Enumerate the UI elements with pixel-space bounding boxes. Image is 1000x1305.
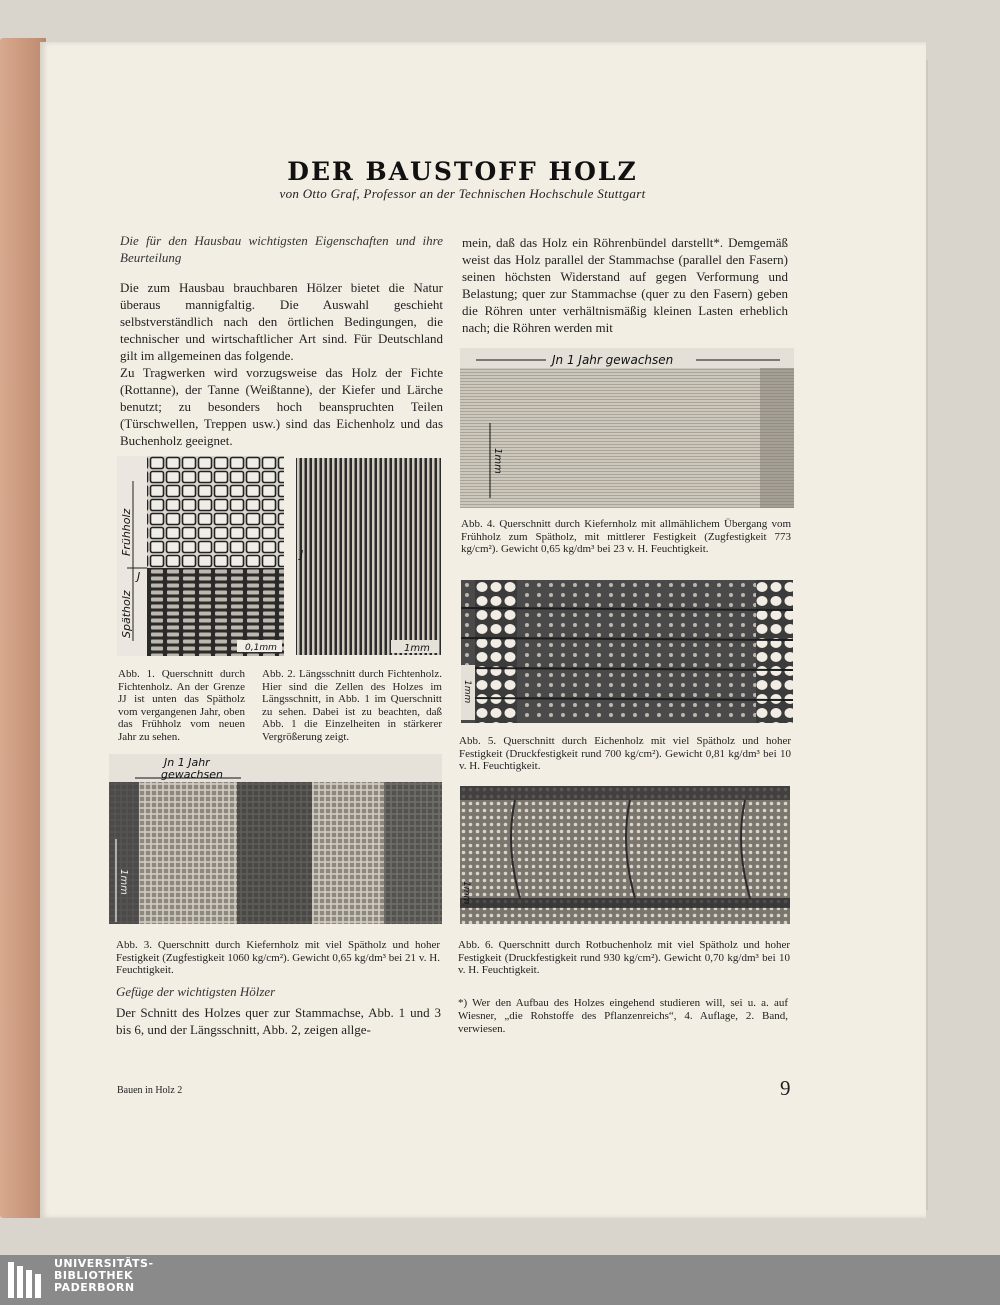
figure-2-image: [296, 458, 441, 655]
caption-abb3: Abb. 3. Querschnitt durch Kiefernholz mit viel Spätholz und hoher Festigkeit (Zugfestigkeit 1060 kg/cm²). Gewicht 0,65 kg/dm³ bei 21 v. H. Feuchtigkeit.: [116, 939, 440, 976]
figure-5-image: [461, 580, 793, 723]
library-name-line2: BIBLIOTHEK: [54, 1269, 134, 1282]
paragraph-schnitt: Der Schnitt des Holzes quer zur Stammachse, Abb. 1 und 3 bis 6, und der Längsschnitt, Abb. 2, zeigen allge-: [116, 1005, 441, 1037]
footnote: *) Wer den Aufbau des Holzes eingehend studieren will, sei u. a. auf Wiesner, „die Rohstoffe des Pflanzenreichs“, 4. Auflage, 2. Band, verwiesen.: [458, 997, 788, 1035]
figure-4-label-top: Jn 1 Jahr gewachsen: [552, 353, 674, 367]
figure-4-scale: 1mm: [492, 448, 503, 474]
figure-6-scale: 1mm: [461, 881, 471, 905]
footer-series: Bauen in Holz 2: [117, 1085, 183, 1096]
figure-3-scale: 1mm: [118, 869, 129, 895]
figure-6-image: [460, 786, 790, 924]
section-heading-properties: Die für den Hausbau wichtigsten Eigenschaften und ihre Beurteilung: [120, 233, 443, 265]
figure-4-image: [460, 348, 794, 508]
figure-3-label-top: Jn 1 Jahr: [164, 756, 210, 769]
figure-1-label-spaetholz: Spätholz: [120, 590, 133, 638]
article-title: DER BAUSTOFF HOLZ: [287, 157, 638, 186]
library-logo-icon: [6, 1260, 46, 1300]
left-column-top: [120, 232, 443, 449]
right-column-top: [462, 234, 788, 336]
caption-abb5: Abb. 5. Querschnitt durch Eichenholz mit viel Spätholz und hoher Festigkeit (Druckfestigkeit rund 700 kg/cm²). Gewicht 0,81 kg/dm³ bei 10 v. H. Feuchtigkeit.: [459, 735, 791, 772]
paragraph-intro: Die zum Hausbau brauchbaren Hölzer bietet die Natur überaus mannigfaltig. Die Auswahl geschieht selbstverständlich nach den örtlichen Bedingungen, die technischer und wirtschaftlicher Art sind. Für Deutschland gilt im allgemeinen das folgende.: [120, 280, 443, 363]
page-number: 9: [780, 1076, 791, 1100]
caption-abb4: Abb. 4. Querschnitt durch Kiefernholz mit allmählichem Übergang vom Frühholz zum Spätholz, mit mittlerer Festigkeit (Zugfestigkeit 773 kg/cm²). Gewicht 0,65 kg/dm³ bei 23 v. H. Feuchtigkeit.: [461, 518, 791, 555]
figure-1-scale: 0,1mm: [245, 643, 277, 653]
figure-1-j-mark: J: [137, 570, 141, 583]
paragraph-roehren: mein, daß das Holz ein Röhrenbündel darstellt*. Demgemäß weist das Holz parallel der Stammachse (parallel den Fasern) seinen höchsten Widerstand auf gegen Verformung und Belastung; quer zur Stammachse (quer zu den Fasern) geben die Röhren unter verhältnismäßig kleinen Lasten erheblich nach; die Röhren werden mit: [462, 235, 788, 335]
caption-abb1: Abb. 1. Querschnitt durch Fichtenholz. An der Grenze JJ ist unten das Spätholz vom vergangenen Jahr, oben das Frühholz vom neuen Jahr zu sehen.: [118, 668, 245, 743]
article-subtitle: von Otto Graf, Professor an der Technischen Hochschule Stuttgart: [279, 186, 646, 201]
figure-3-image: [109, 754, 442, 924]
library-name-line1: UNIVERSITÄTS-: [54, 1257, 154, 1270]
section-heading-gefuege: Gefüge der wichtigsten Hölzer: [116, 984, 276, 999]
figure-1-image: [117, 456, 284, 656]
caption-abb2: Abb. 2. Längsschnitt durch Fichtenholz. Hier sind die Zellen des Holzes im Längsschnitt, in Abb. 1 im Querschnitt zu sehen. Dabei ist zu beachten, daß Abb. 1 die Einzelheiten in stärkerer Vergrößerung zeigt.: [262, 668, 442, 743]
library-name-line3: PADERBORN: [54, 1281, 135, 1294]
left-column-bottom: [116, 983, 441, 1038]
figure-2-scale: 1mm: [404, 643, 430, 654]
figure-2-j-mark: J: [300, 548, 304, 561]
paragraph-tragwerke: Zu Tragwerken wird vorzugsweise das Holz der Fichte (Rottanne), der Tanne (Weißtanne), der Kiefer und Lärche benutzt; zu besonders hoch beanspruchten Teilen (Türschwellen, Treppen usw.) sind das Eichenholz und das Buchenholz geeignet.: [120, 365, 443, 448]
library-name: [54, 1258, 154, 1294]
figure-3-label-top2: gewachsen: [161, 768, 223, 781]
figure-1-label-fruehholz: Frühholz: [120, 508, 133, 556]
caption-abb6: Abb. 6. Querschnitt durch Rotbuchenholz mit viel Spätholz und hoher Festigkeit (Druckfestigkeit rund 930 kg/cm²). Gewicht 0,70 kg/dm³ bei 10 v. H. Feuchtigkeit.: [458, 939, 790, 976]
figure-5-scale: 1mm: [462, 680, 472, 704]
